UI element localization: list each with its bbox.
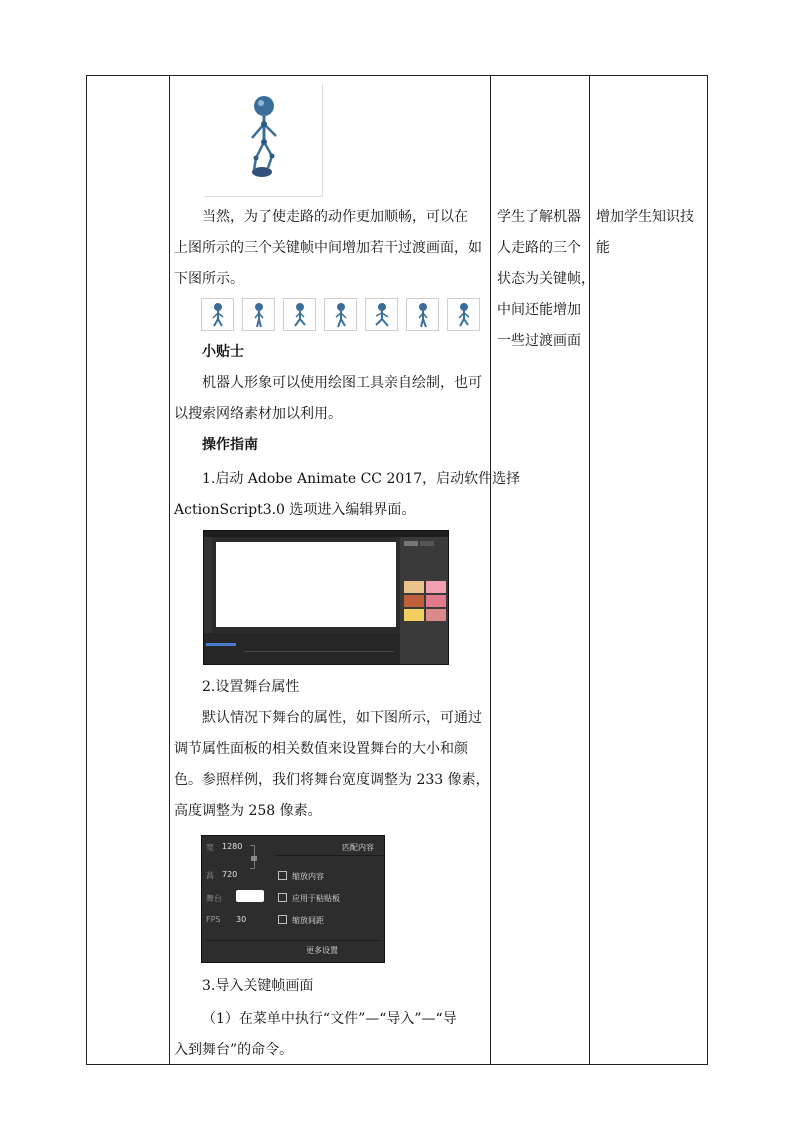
- paragraph-line: 1.启动 Adobe Animate CC 2017，启动软件选择: [202, 471, 521, 487]
- paragraph-line: 默认情况下舞台的属性，如下图所示，可通过: [202, 710, 482, 726]
- lesson-table: [86, 75, 708, 1065]
- option-label: 缩放间距: [292, 916, 324, 925]
- paragraph-line: 2.设置舞台属性: [202, 679, 300, 695]
- height-label: 高: [206, 871, 214, 880]
- stage-properties-panel: [201, 835, 385, 963]
- fps-label: FPS: [206, 915, 221, 924]
- walk-frames-strip: [201, 298, 483, 332]
- walk-frame: [324, 298, 357, 331]
- activity-line: 中间还能增加: [497, 302, 581, 318]
- stage-label: 舞台: [206, 894, 222, 903]
- student-activity-cell: [491, 76, 595, 1064]
- stage-color-swatch[interactable]: [236, 890, 264, 902]
- scale-content-checkbox[interactable]: [278, 871, 287, 880]
- activity-line: 一些过渡画面: [497, 333, 581, 349]
- paragraph-line: 调节属性面板的相关数值来设置舞台的大小和颜: [174, 741, 468, 757]
- paragraph-line: 以搜索网络素材加以利用。: [174, 406, 342, 422]
- activity-line: 状态为关键帧，: [497, 271, 595, 287]
- paragraph-line: ActionScript3.0 选项进入编辑界面。: [174, 502, 416, 518]
- paragraph-line: 机器人形象可以使用绘图工具亲自绘制，也可: [202, 375, 482, 391]
- activity-line: 学生了解机器: [497, 209, 581, 225]
- scale-spacing-checkbox[interactable]: [278, 915, 287, 924]
- width-value: 1280: [222, 842, 243, 851]
- option-label: 应用于粘贴板: [292, 894, 340, 903]
- match-content-label: 匹配内容: [342, 843, 374, 852]
- tip-title: 小贴士: [202, 344, 244, 360]
- walk-frame: [283, 298, 316, 331]
- walk-frame: [242, 298, 275, 331]
- column-1-cell: [87, 76, 169, 1064]
- paragraph-line: 色。参照样例，我们将舞台宽度调整为 233 像素，: [174, 772, 490, 788]
- walk-frame: [201, 298, 234, 331]
- intent-line: 增加学生知识技: [596, 209, 694, 225]
- content-cell: [170, 76, 521, 1064]
- more-settings-button[interactable]: 更多设置: [306, 946, 338, 955]
- robot-image: [204, 84, 322, 196]
- lock-icon: [251, 856, 257, 861]
- fps-value: 30: [236, 915, 247, 924]
- option-label: 缩放内容: [292, 872, 324, 881]
- paragraph-line: 入到舞台”的命令。: [174, 1042, 294, 1058]
- intent-line: 能: [596, 240, 610, 256]
- animate-screenshot: [203, 530, 449, 665]
- paragraph-line: 上图所示的三个关键帧中间增加若干过渡画面，如: [174, 240, 482, 256]
- paragraph-line: （1）在菜单中执行“文件”—“导入”—“导: [202, 1011, 457, 1027]
- walk-frame: [365, 298, 398, 331]
- design-intent-cell: [590, 76, 708, 1064]
- paragraph-line: 高度调整为 258 像素。: [174, 803, 322, 819]
- walk-frame: [447, 298, 480, 331]
- paragraph-line: 下图所示。: [174, 271, 244, 287]
- guide-title: 操作指南: [202, 437, 258, 453]
- activity-line: 人走路的三个: [497, 240, 581, 256]
- paragraph-line: 3.导入关键帧画面: [202, 978, 314, 994]
- apply-to-pasteboard-checkbox[interactable]: [278, 893, 287, 902]
- robot-illustration: [204, 84, 323, 197]
- height-value: 720: [222, 870, 238, 879]
- walk-frame: [406, 298, 439, 331]
- width-label: 宽: [206, 843, 214, 852]
- paragraph-line: 当然，为了使走路的动作更加顺畅，可以在: [202, 209, 468, 225]
